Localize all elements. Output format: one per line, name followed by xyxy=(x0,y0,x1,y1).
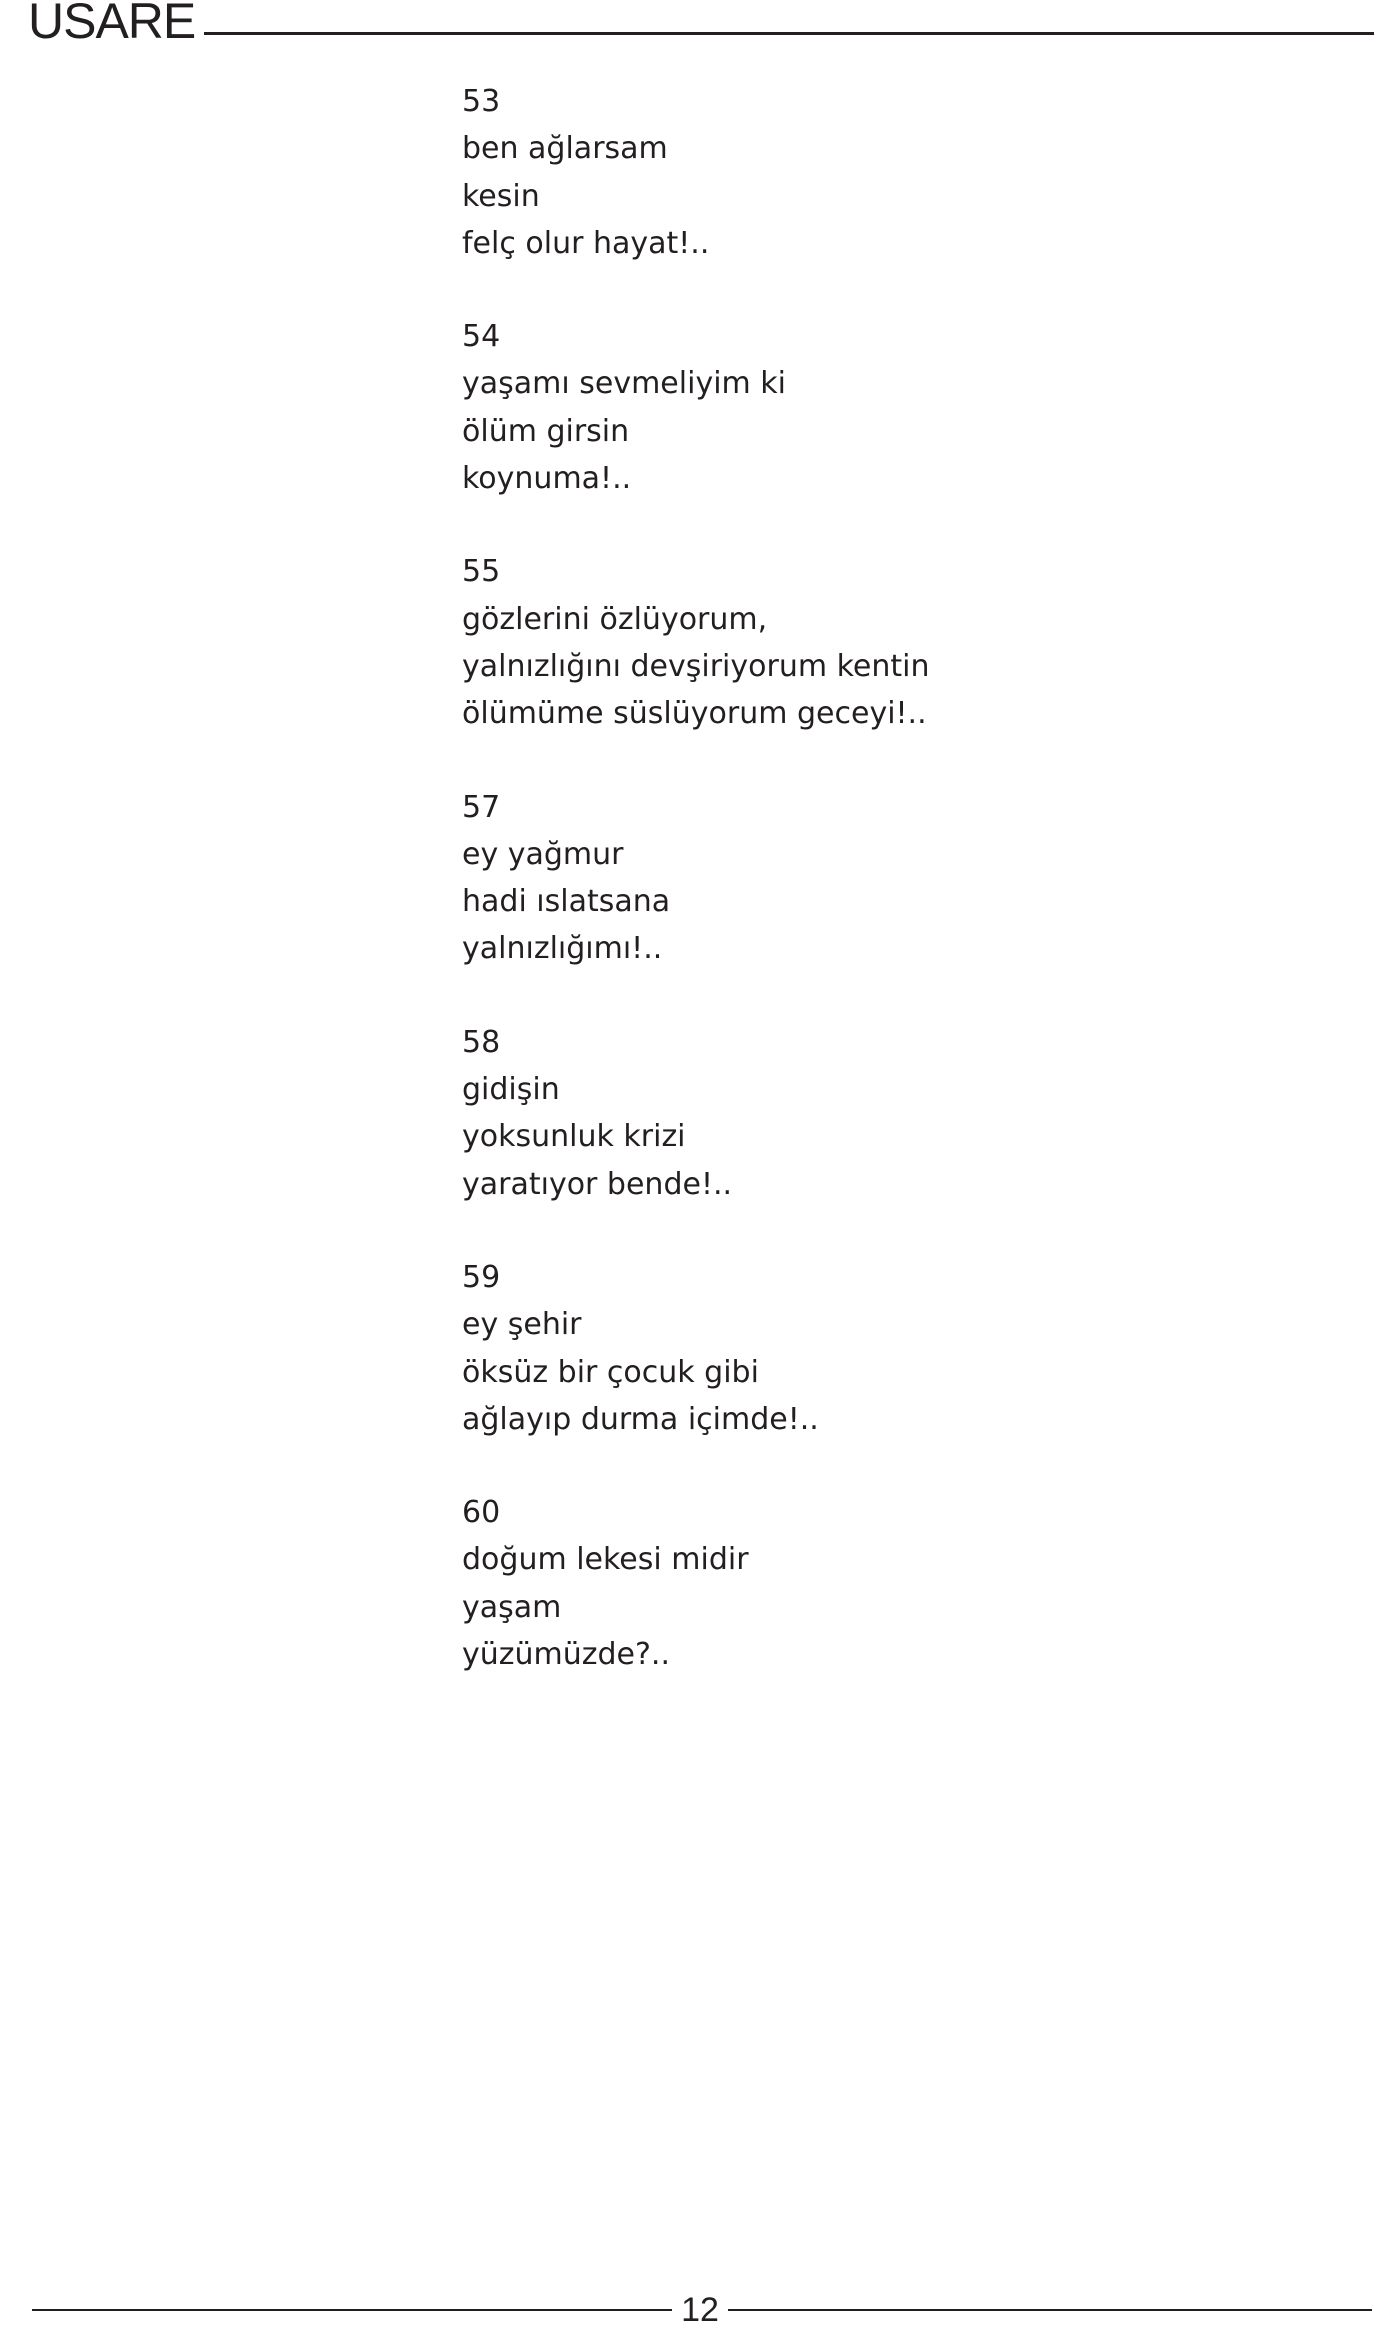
poem-line: yalnızlığını devşiriyorum kentin xyxy=(462,648,930,684)
poem-line: yoksunluk krizi xyxy=(462,1119,686,1155)
book-title: USARE xyxy=(28,0,196,49)
poem-line: hadi ıslatsana xyxy=(462,884,671,920)
poem-line: ölümüme süslüyorum geceyi!.. xyxy=(462,696,927,732)
page-footer xyxy=(32,2290,1372,2330)
running-header xyxy=(28,0,1374,48)
footer-rule-left xyxy=(32,2309,672,2311)
header-rule xyxy=(204,32,1374,35)
poem-line: yaşam xyxy=(462,1589,562,1625)
poem-number: 58 xyxy=(462,1024,501,1060)
poem-line: yaşamı sevmeliyim ki xyxy=(462,366,786,402)
poem-57 xyxy=(462,784,1322,973)
poem-60 xyxy=(462,1489,1322,1678)
poem-55 xyxy=(462,548,1322,737)
poem-line: yaratıyor bende!.. xyxy=(462,1166,733,1202)
poem-list xyxy=(462,78,1322,1724)
poem-line: ağlayıp durma içimde!.. xyxy=(462,1401,819,1437)
poem-number: 59 xyxy=(462,1259,501,1295)
page-number: 12 xyxy=(681,2291,719,2329)
poem-line: ben ağlarsam xyxy=(462,131,668,167)
poem-line: ölüm girsin xyxy=(462,413,630,449)
poem-number: 60 xyxy=(462,1495,501,1531)
poem-line: doğum lekesi midir xyxy=(462,1542,749,1578)
poem-line: kesin xyxy=(462,178,540,214)
poem-line: gidişin xyxy=(462,1072,560,1108)
poem-line: ey şehir xyxy=(462,1307,582,1343)
poem-53 xyxy=(462,78,1322,267)
poem-number: 54 xyxy=(462,319,501,355)
poem-54 xyxy=(462,313,1322,502)
poem-59 xyxy=(462,1254,1322,1443)
poem-line: ey yağmur xyxy=(462,836,624,872)
poem-number: 57 xyxy=(462,789,501,825)
poem-line: koynuma!.. xyxy=(462,461,632,497)
poem-line: yalnızlığımı!.. xyxy=(462,931,663,967)
poem-line: öksüz bir çocuk gibi xyxy=(462,1354,759,1390)
poem-number: 53 xyxy=(462,84,501,119)
poem-line: yüzümüzde?.. xyxy=(462,1637,671,1673)
footer-rule-right xyxy=(728,2309,1372,2311)
poem-number: 55 xyxy=(462,554,501,590)
poem-58 xyxy=(462,1019,1322,1208)
poem-line: felç olur hayat!.. xyxy=(462,225,710,261)
poem-line: gözlerini özlüyorum, xyxy=(462,601,768,637)
